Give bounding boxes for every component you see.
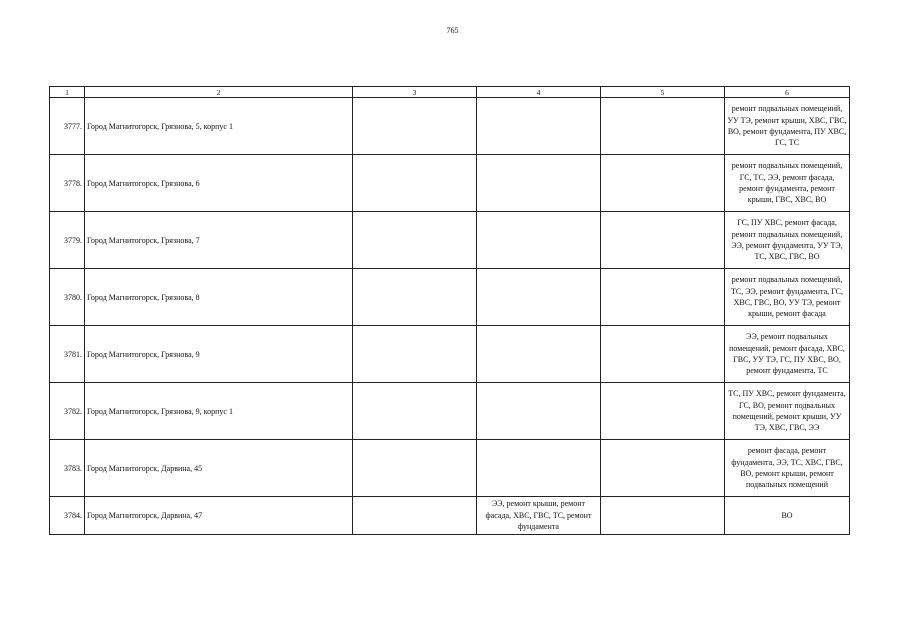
column-5-cell: [601, 98, 725, 155]
column-5-cell: [601, 155, 725, 212]
column-3-cell: [353, 326, 477, 383]
address-cell: Город Магнитогорск, Грязнова, 7: [85, 212, 353, 269]
column-4-cell: [477, 98, 601, 155]
row-number: 3779.: [50, 212, 85, 269]
address-cell: Город Магнитогорск, Дарвина, 45: [85, 440, 353, 497]
works-list-cell: ремонт подвальных помещений, ГС, ТС, ЭЭ, ремонт фасада, ремонт фундамента, ремонт крыши, ГВС, ХВС, ВО: [725, 155, 850, 212]
address-cell: Город Магнитогорск, Грязнова, 9, корпус 1: [85, 383, 353, 440]
column-5-cell: [601, 440, 725, 497]
column-3-cell: [353, 98, 477, 155]
works-table: [49, 86, 850, 535]
row-number: 3778.: [50, 155, 85, 212]
address-cell: Город Магнитогорск, Грязнова, 5, корпус 1: [85, 98, 353, 155]
column-header-2: 2: [85, 87, 353, 98]
table-row: [50, 98, 850, 155]
address-cell: Город Магнитогорск, Грязнова, 6: [85, 155, 353, 212]
row-number: 3781.: [50, 326, 85, 383]
address-cell: Город Магнитогорск, Грязнова, 9: [85, 326, 353, 383]
column-5-cell: [601, 269, 725, 326]
column-4-cell: [477, 440, 601, 497]
column-4-cell: [477, 269, 601, 326]
works-list-cell: ремонт подвальных помещений, УУ ТЭ, ремонт крыши, ХВС, ГВС, ВО, ремонт фундамента, ПУ ХВС, ГС, ТС: [725, 98, 850, 155]
table-row: [50, 497, 850, 535]
works-list-cell: ВО: [725, 497, 850, 535]
table-row: [50, 269, 850, 326]
column-3-cell: [353, 155, 477, 212]
column-header-1: 1: [50, 87, 85, 98]
row-number: 3784.: [50, 497, 85, 535]
column-5-cell: [601, 326, 725, 383]
address-cell: Город Магнитогорск, Грязнова, 8: [85, 269, 353, 326]
column-4-cell: [477, 326, 601, 383]
column-4-cell: [477, 155, 601, 212]
table-row: [50, 212, 850, 269]
address-cell: Город Магнитогорск, Дарвина, 47: [85, 497, 353, 535]
works-list-cell: ТС, ПУ ХВС, ремонт фундамента, ГС, ВО, ремонт подвальных помещений, ремонт крыши, УУ ТЭ, ХВС, ГВС, ЭЭ: [725, 383, 850, 440]
works-list-cell: ЭЭ, ремонт подвальных помещений, ремонт фасада, ХВС, ГВС, УУ ТЭ, ГС, ПУ ХВС, ВО, ремонт фундамента, ТС: [725, 326, 850, 383]
row-number: 3782.: [50, 383, 85, 440]
table-row: [50, 440, 850, 497]
column-3-cell: [353, 497, 477, 535]
table-row: [50, 383, 850, 440]
column-header-6: 6: [725, 87, 850, 98]
column-5-cell: [601, 497, 725, 535]
column-header-3: 3: [353, 87, 477, 98]
column-4-cell: [477, 383, 601, 440]
row-number: 3783.: [50, 440, 85, 497]
column-4-cell: [477, 212, 601, 269]
table-row: [50, 326, 850, 383]
header-row: [50, 87, 850, 98]
column-5-cell: [601, 212, 725, 269]
row-number: 3780.: [50, 269, 85, 326]
column-header-5: 5: [601, 87, 725, 98]
column-header-4: 4: [477, 87, 601, 98]
works-list-cell: ремонт фасада, ремонт фундамента, ЭЭ, ТС, ХВС, ГВС, ВО, ремонт крыши, ремонт подвальных помещений: [725, 440, 850, 497]
works-list-cell: ГС, ПУ ХВС, ремонт фасада, ремонт подвальных помещений, ЭЭ, ремонт фундамента, УУ ТЭ, ТС, ХВС, ГВС, ВО: [725, 212, 850, 269]
column-3-cell: [353, 383, 477, 440]
column-3-cell: [353, 269, 477, 326]
column-3-cell: [353, 212, 477, 269]
works-list-cell: ремонт подвальных помещений, ТС, ЭЭ, ремонт фундамента, ГС, ХВС, ГВС, ВО, УУ ТЭ, ремонт крыши, ремонт фасада: [725, 269, 850, 326]
row-number: 3777.: [50, 98, 85, 155]
column-3-cell: [353, 440, 477, 497]
column-5-cell: [601, 383, 725, 440]
table-row: [50, 155, 850, 212]
column-4-cell: ЭЭ, ремонт крыши, ремонт фасада, ХВС, ГВС, ТС, ремонт фундамента: [477, 497, 601, 535]
page-number: 765: [446, 26, 459, 35]
